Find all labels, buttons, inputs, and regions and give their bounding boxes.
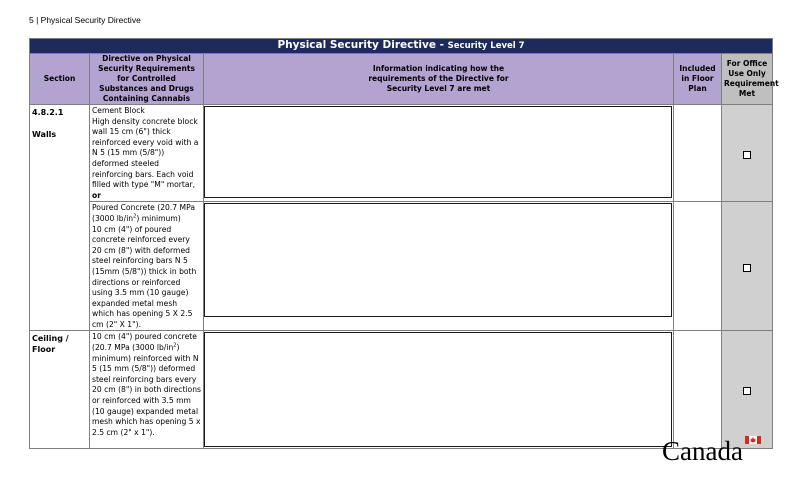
office-cell: [722, 105, 773, 202]
table-header-row: [30, 54, 773, 105]
directive-cell: [90, 331, 204, 449]
requirement-met-checkbox[interactable]: [743, 151, 751, 159]
header-office-use-label: For Office Use Only: [726, 59, 768, 78]
page-header: 5 | Physical Security Directive: [29, 15, 141, 25]
floor-plan-cell[interactable]: [674, 105, 722, 202]
info-input[interactable]: [204, 106, 672, 198]
section-number: 4.8.2.1: [32, 108, 64, 117]
info-input[interactable]: [204, 203, 672, 317]
directive-or: or: [92, 190, 101, 200]
canada-flag-icon: [745, 436, 761, 444]
table-title-row: [30, 39, 773, 54]
canada-wordmark-text: Canada: [662, 436, 743, 462]
office-cell: [722, 202, 773, 331]
table-row: [30, 331, 773, 449]
info-cell: [204, 105, 674, 202]
directive-cell: [90, 202, 204, 331]
directive-text-part2: ) minimum) reinforced with N 5 (15 mm (5/8")) deformed steel reinforcing bars every 20 cm (8") in both directions or reinforced with 3.5 mm (10 gauge) expanded metal mesh which has opening 5 x 2.5 cm (2" x 1").: [92, 343, 201, 437]
directive-text-part2: ) minimum): [136, 213, 181, 223]
header-info: Information indicating how the requirements of the Directive for Security Level 7 are met: [204, 54, 674, 105]
directive-text-part1: Poured Concrete (20.7 MPa (3000 lb/in: [92, 203, 195, 223]
info-cell: [204, 331, 674, 449]
table-title: [30, 39, 773, 54]
superscript: 2: [133, 213, 137, 220]
header-requirement-met: Requirement Met: [724, 79, 779, 98]
table-title-main: Physical Security Directive -: [277, 39, 448, 51]
floor-plan-cell[interactable]: [674, 202, 722, 331]
directive-text-part3: 10 cm (4") of poured concrete reinforced every 20 cm (8") with deformed steel reinforcing bars N 5 (15mm (5/8")) thick in both directions or reinforced using 3.5 mm (10 gauge) expanded metal mesh which has opening 5 X 2.5 cm (2" X 1").: [92, 224, 197, 329]
office-cell: [722, 331, 773, 449]
section-name: Walls: [32, 130, 57, 139]
directive-cell: [90, 105, 204, 202]
canada-wordmark-logo: [662, 436, 762, 462]
section-cell-ceiling-floor: [30, 331, 90, 449]
header-section: Section: [30, 54, 90, 105]
table-row: [30, 202, 773, 331]
directive-heading: Cement Block: [92, 106, 145, 115]
header-office-use: [722, 54, 779, 105]
directive-text: High density concrete block wall 15 cm (6") thick reinforced every void with a N 5 (15 mm (5/8")) deformed steeled reinforcing bars. Each void filled with type "M" mortar,: [92, 116, 199, 190]
table-row: [30, 105, 773, 202]
section-name: Ceiling / Floor: [32, 334, 69, 355]
header-floor-plan: Included in Floor Plan: [674, 54, 722, 105]
info-cell: [204, 202, 674, 331]
header-directive: Directive on Physical Security Requirements for Controlled Substances and Drugs Containing Cannabis: [90, 54, 204, 105]
security-directive-table: [29, 38, 779, 449]
table-title-level: Security Level 7: [447, 41, 525, 51]
directive-text-part1: 10 cm (4") poured concrete (20.7 MPa (3000 lb/in: [92, 332, 197, 353]
superscript: 2: [173, 342, 177, 349]
requirement-met-checkbox[interactable]: [743, 387, 751, 395]
requirement-met-checkbox[interactable]: [743, 264, 751, 272]
section-cell-walls: [30, 105, 90, 331]
floor-plan-cell[interactable]: [674, 331, 722, 449]
info-input[interactable]: [204, 332, 672, 447]
